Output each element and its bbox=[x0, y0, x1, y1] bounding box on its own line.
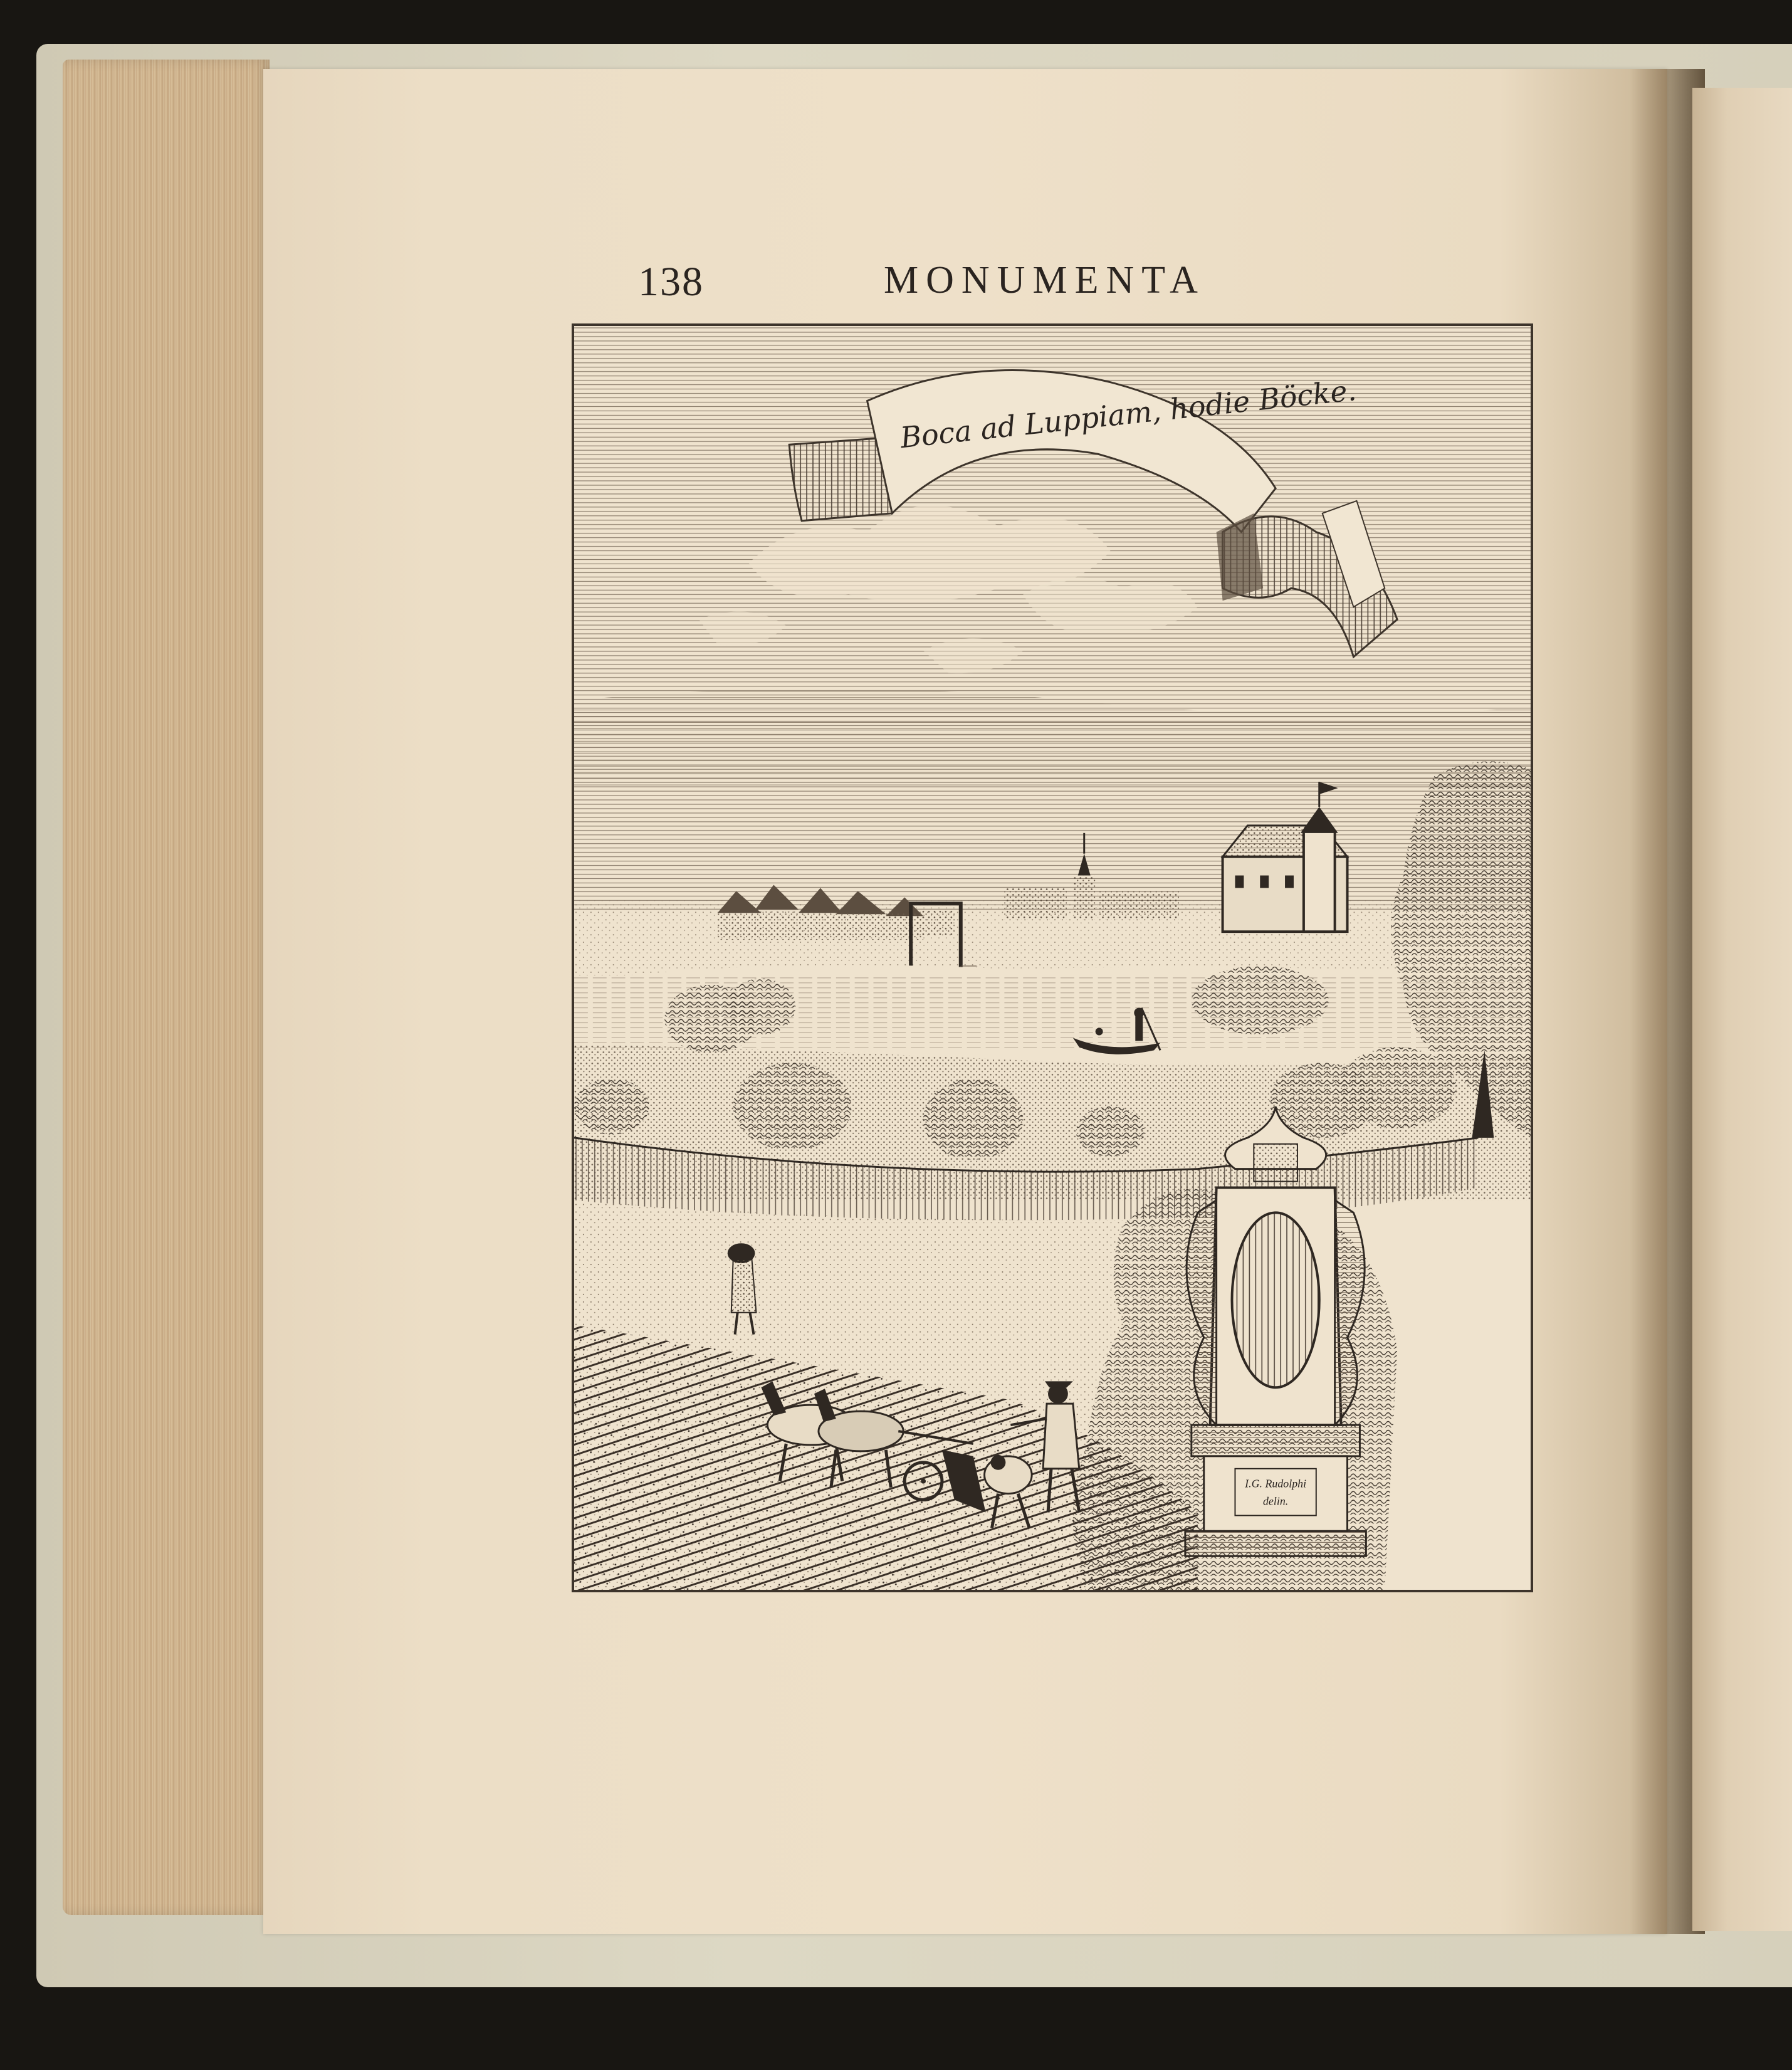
signature-line-2: delin. bbox=[1263, 1495, 1289, 1508]
page-block-edges bbox=[63, 60, 270, 1915]
signature-line-1: I.G. Rudolphi bbox=[1245, 1477, 1307, 1490]
banner-caption: Boca ad Luppiam, hodie Böcke. bbox=[898, 373, 1358, 455]
engraving bbox=[574, 326, 1531, 1590]
page-number: 138 bbox=[638, 259, 704, 305]
running-title: MONUMENTA bbox=[884, 259, 1205, 302]
recto-page bbox=[1692, 88, 1792, 1931]
engraved-plate bbox=[572, 323, 1533, 1592]
